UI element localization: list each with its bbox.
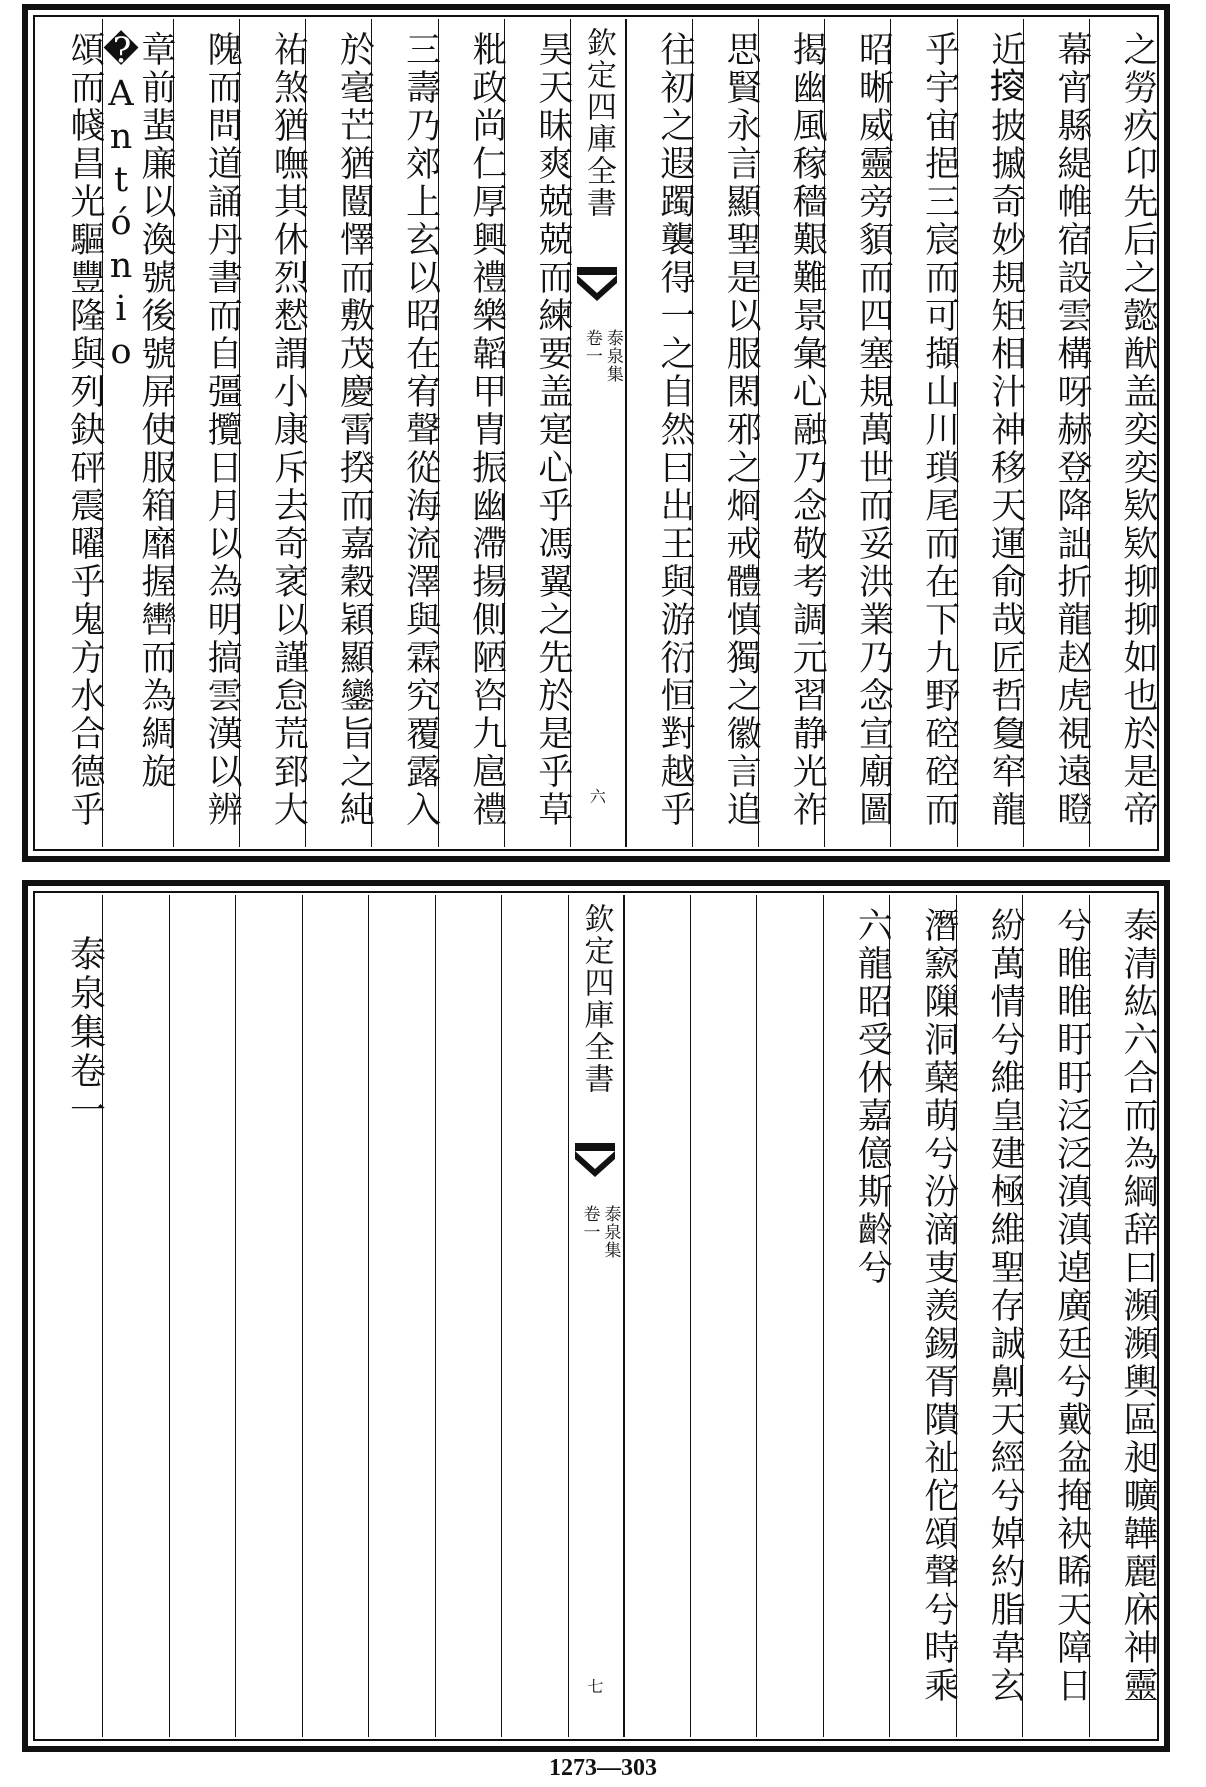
text-column: 揭幽風稼穡艱難景𢑥心融乃念敬考調元習静光祚 bbox=[758, 19, 824, 847]
text-column: 頌而帴昌光驅豐隆與列鈌砰震曜乎鬼方水合德乎 bbox=[65, 31, 106, 829]
text-column: 近𢯱披摵奇妙規矩相汁神移天運俞哉匠哲敻窂龍 bbox=[957, 19, 1023, 847]
text-column: 乎宇宙挹三宸而可擷山川瑣尾而在下九野硿硿而 bbox=[890, 19, 956, 847]
center-banner bbox=[568, 895, 624, 1737]
fish-tail-icon bbox=[577, 267, 617, 301]
text-column: 潛窾隟洞蘖萌兮汾滴叓羨錫胥隤祉佗頌聲兮時乘 bbox=[889, 895, 955, 1737]
text-column: 泰清紘六合而為綱辞曰瀕瀕輿區昶曠韡麗庥神靈 bbox=[1089, 895, 1155, 1737]
top-page bbox=[22, 4, 1170, 862]
text-column: 昊天昧爽兢兢而練要盖寔心乎馮翼之先於是乎草 bbox=[504, 19, 570, 847]
banner-page-number: 六 bbox=[589, 787, 606, 806]
fish-tail-icon bbox=[575, 1143, 615, 1177]
center-banner bbox=[570, 19, 626, 847]
empty-column bbox=[435, 895, 501, 1737]
page-footer-number: 1273—303 bbox=[549, 1755, 657, 1781]
text-column: 昭晰威靈旁䫉而四塞規萬世而妥洪業乃念宣廟圖 bbox=[824, 19, 890, 847]
text-column: 粃政尚仁厚興禮樂韜甲胄振幽滯揚側陋咨九扈禮 bbox=[438, 19, 504, 847]
banner-title: 欽定四庫全書 bbox=[578, 903, 614, 1095]
banner-book: 泰泉集 bbox=[600, 1205, 621, 1259]
empty-column bbox=[624, 895, 690, 1737]
banner-volume: 卷一 bbox=[579, 1205, 600, 1241]
empty-column bbox=[368, 895, 434, 1737]
volume-title-column: 泰泉集卷一 bbox=[64, 935, 106, 1130]
banner-book: 泰泉集 bbox=[602, 329, 623, 383]
text-column: 於毫芒猶闓懌而敷茂慶霄揆而嘉穀穎顯鑾旨之純 bbox=[305, 19, 371, 847]
text-column: 隗而問道誦丹書而自彊攬日月以為明搞雲漢以辨 bbox=[173, 19, 239, 847]
text-column: 往初之遐躅襲得一之自然曰出王與游衍恒對越乎 bbox=[626, 19, 692, 847]
banner-title: 欽定四庫全書 bbox=[580, 27, 616, 219]
text-column: 幕宵縣緹帷宿設雲構呀赫登降詘折龍赵虎視遠瞪 bbox=[1023, 19, 1089, 847]
bottom-page bbox=[22, 880, 1170, 1752]
text-column bbox=[756, 895, 822, 1737]
empty-column bbox=[235, 895, 301, 1737]
empty-column bbox=[102, 895, 168, 1737]
text-column: 紛萬情兮維皇建極維聖存誠劓天經兮婥約脂韋玄 bbox=[956, 895, 1022, 1737]
text-column: 三壽乃郊上玄以昭在宥聲從海流澤與霖究覆露入 bbox=[371, 19, 437, 847]
empty-column bbox=[690, 895, 756, 1737]
text-column: 祐煞猶嘸其休烈慭謂小康斥去奇衺以謹怠荒郅大 bbox=[239, 19, 305, 847]
text-column: 思賢永言顯聖是以服閑邪之烱戒體慎獨之徽言追 bbox=[692, 19, 758, 847]
empty-column bbox=[501, 895, 567, 1737]
banner-page-number: 七 bbox=[587, 1677, 604, 1696]
banner-book-info bbox=[573, 1205, 619, 1259]
text-column: 章前蜚廉以渙號後號屏使服箱靡握轡而為綢旋�António bbox=[102, 19, 173, 847]
text-column: 之勞疚卬先后之懿猷盖奕奕欵欵㧕㧕如也於是帝 bbox=[1089, 19, 1155, 847]
text-column: 兮睢睢盱盱泛泛滇滇逴廣廷兮戴盆掩袂睎天障日 bbox=[1022, 895, 1088, 1737]
banner-book-info bbox=[575, 329, 621, 383]
empty-column bbox=[302, 895, 368, 1737]
banner-volume: 卷一 bbox=[581, 329, 602, 365]
empty-column bbox=[169, 895, 235, 1737]
text-column: 六龍昭受休嘉億斯齡兮 bbox=[823, 895, 889, 1737]
